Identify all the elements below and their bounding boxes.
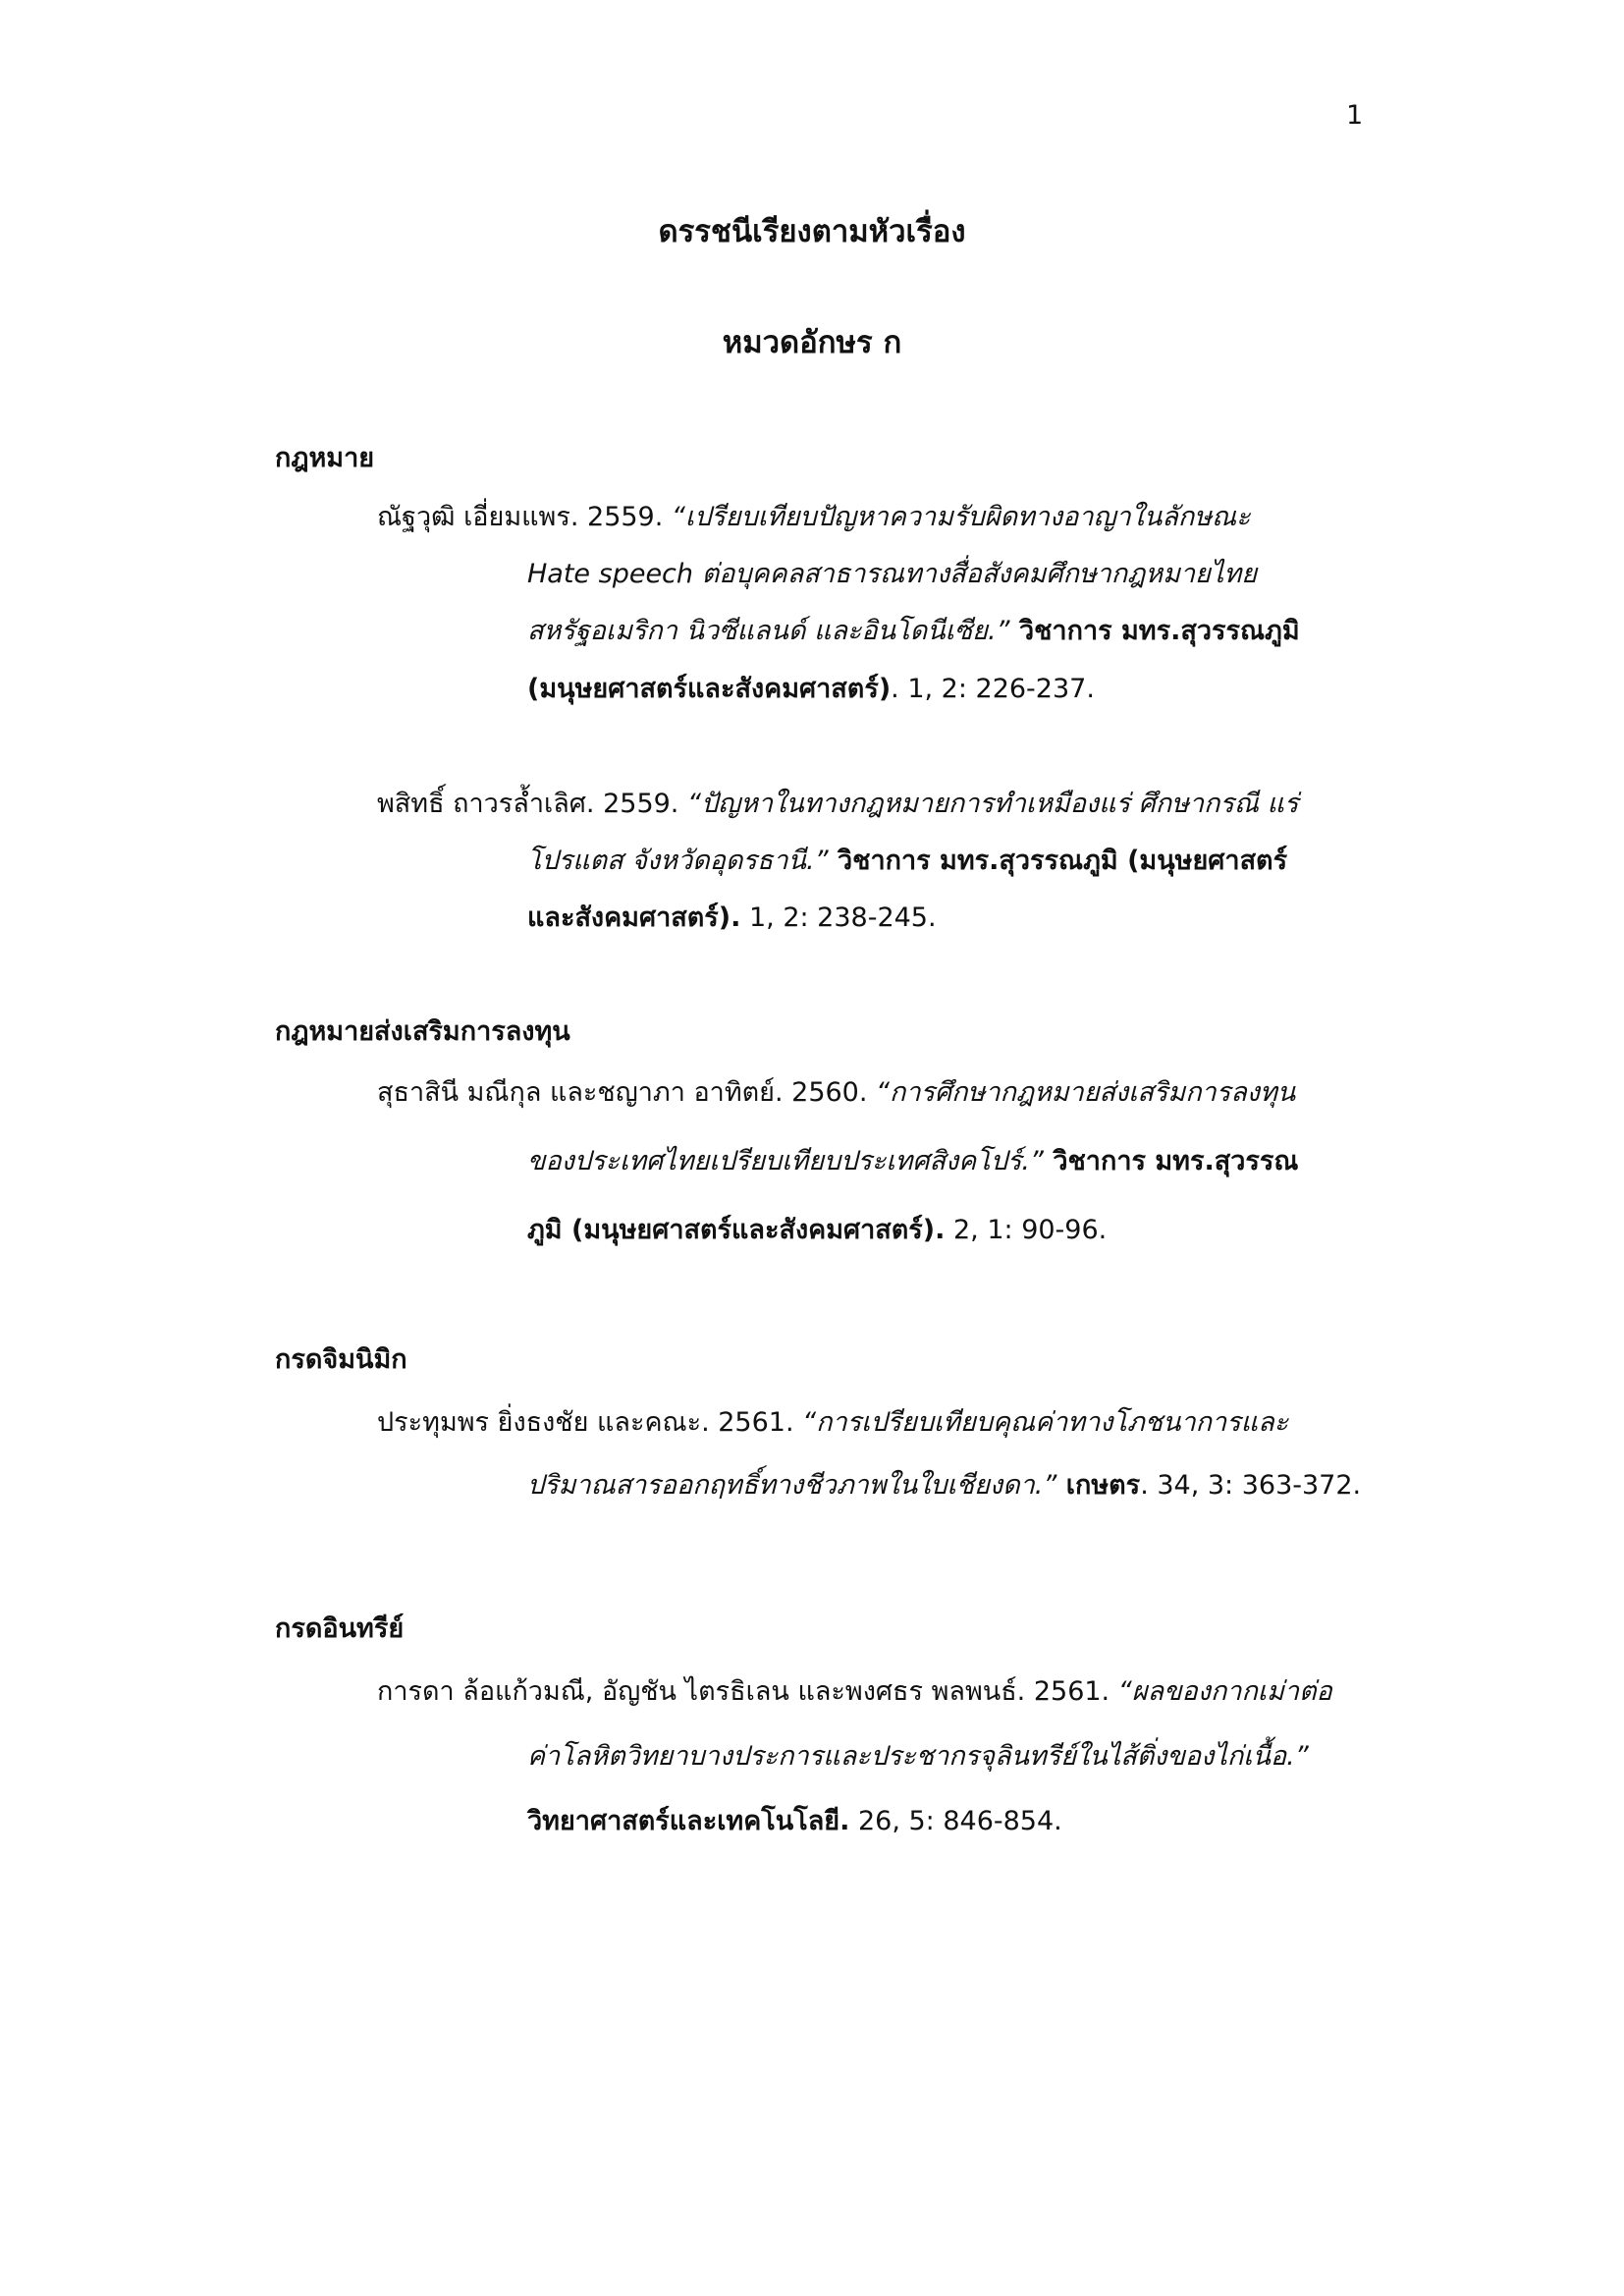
entry-line: [377, 1070, 1295, 1113]
entry-line: [377, 782, 1298, 824]
document-title: ดรรชนีเรียงตามหัวเรื่อง: [658, 214, 966, 249]
subject-heading: กฎหมาย: [275, 443, 375, 473]
subject-heading: กรดอินทรีย์: [275, 1613, 405, 1644]
volume-pages: 26, 5: 846-854.: [849, 1806, 1062, 1836]
author-year: การดา ล้อแก้วมณี, อัญชัน ไตรธิเลน และพงศธร พลพนธ์. 2561.: [377, 1676, 1118, 1707]
article-title: ของประเทศไทยเปรียบเทียบประเทศสิงคโปร์.”: [527, 1146, 1044, 1176]
article-title: สหรัฐอเมริกา นิวซีแลนด์ และอินโดนีเซีย.”: [527, 616, 1010, 646]
entry-line: [527, 896, 937, 938]
article-title: Hate speech ต่อบุคคลสาธารณทางสื่อสังคมศึกษากฎหมายไทย: [527, 559, 1258, 589]
journal-name: วิทยาศาสตร์และเทคโนโลยี.: [527, 1806, 850, 1836]
journal-name: ภูมิ (มนุษยศาสตร์และสังคมศาสตร์).: [527, 1215, 946, 1245]
volume-pages: 1, 2: 238-245.: [740, 902, 937, 933]
article-title: “การเปรียบเทียบคุณค่าทางโภชนาการและ: [802, 1407, 1289, 1438]
journal-name: เกษตร: [1056, 1470, 1141, 1501]
entry-line: [527, 609, 1300, 651]
journal-name: วิชาการ มทร.สุวรรณภูมิ: [1009, 616, 1300, 646]
article-title: “การศึกษากฎหมายส่งเสริมการลงทุน: [876, 1077, 1296, 1108]
page-number: 1: [1346, 100, 1364, 131]
entry-line: [527, 1799, 1062, 1841]
journal-name: และสังคมศาสตร์).: [527, 902, 741, 933]
author-year: ณัฐวุฒิ เอี่ยมแพร. 2559.: [377, 502, 672, 532]
article-title: ค่าโลหิตวิทยาบางประการและประชากรจุลินทรีย์ในไส้ติ่งของไก่เนื้อ.”: [527, 1741, 1309, 1772]
entry-line: [527, 1139, 1298, 1181]
volume-pages: 2, 1: 90-96.: [945, 1215, 1108, 1245]
journal-name: วิชาการ มทร.สุวรรณ: [1043, 1146, 1299, 1176]
article-title: โปรแตส จังหวัดอุดรธานี.”: [527, 846, 829, 876]
entry-line: [377, 1400, 1288, 1443]
article-title: “ปัญหาในทางกฎหมายการทำเหมืองแร่ ศึกษากรณี แร่: [686, 789, 1299, 819]
entry-line: [527, 839, 1287, 881]
section-heading: หมวดอักษร ก: [722, 325, 902, 360]
subject-heading: กฎหมายส่งเสริมการลงทุน: [275, 1016, 570, 1047]
entry-line: [527, 1463, 1361, 1505]
journal-name: (มนุษยศาสตร์และสังคมศาสตร์): [527, 674, 892, 704]
volume-pages: . 1, 2: 226-237.: [891, 674, 1095, 704]
entry-line: [377, 1669, 1332, 1712]
article-title: “เปรียบเทียบปัญหาความรับผิดทางอาญาในลักษณะ: [671, 502, 1251, 532]
entry-line: [377, 495, 1251, 537]
article-title: ปริมาณสารออกฤทธิ์ทางชีวภาพในใบเชียงดา.”: [527, 1470, 1057, 1501]
author-year: สุธาสินี มณีกุล และชญาภา อาทิตย์. 2560.: [377, 1077, 877, 1108]
entry-line: [527, 552, 1257, 594]
entry-line: [527, 667, 1095, 709]
author-year: ประทุมพร ยิ่งธงชัย และคณะ. 2561.: [377, 1407, 803, 1438]
author-year: พสิทธิ์ ถาวรล้ำเลิศ. 2559.: [377, 789, 687, 819]
article-title: “ผลของกากเม่าต่อ: [1117, 1676, 1332, 1707]
volume-pages: . 34, 3: 363-372.: [1140, 1470, 1362, 1501]
subject-heading: กรดจิมนิมิก: [275, 1344, 407, 1375]
journal-name: วิชาการ มทร.สุวรรณภูมิ (มนุษยศาสตร์: [828, 846, 1288, 876]
entry-line: [527, 1734, 1309, 1777]
entry-line: [527, 1208, 1107, 1250]
